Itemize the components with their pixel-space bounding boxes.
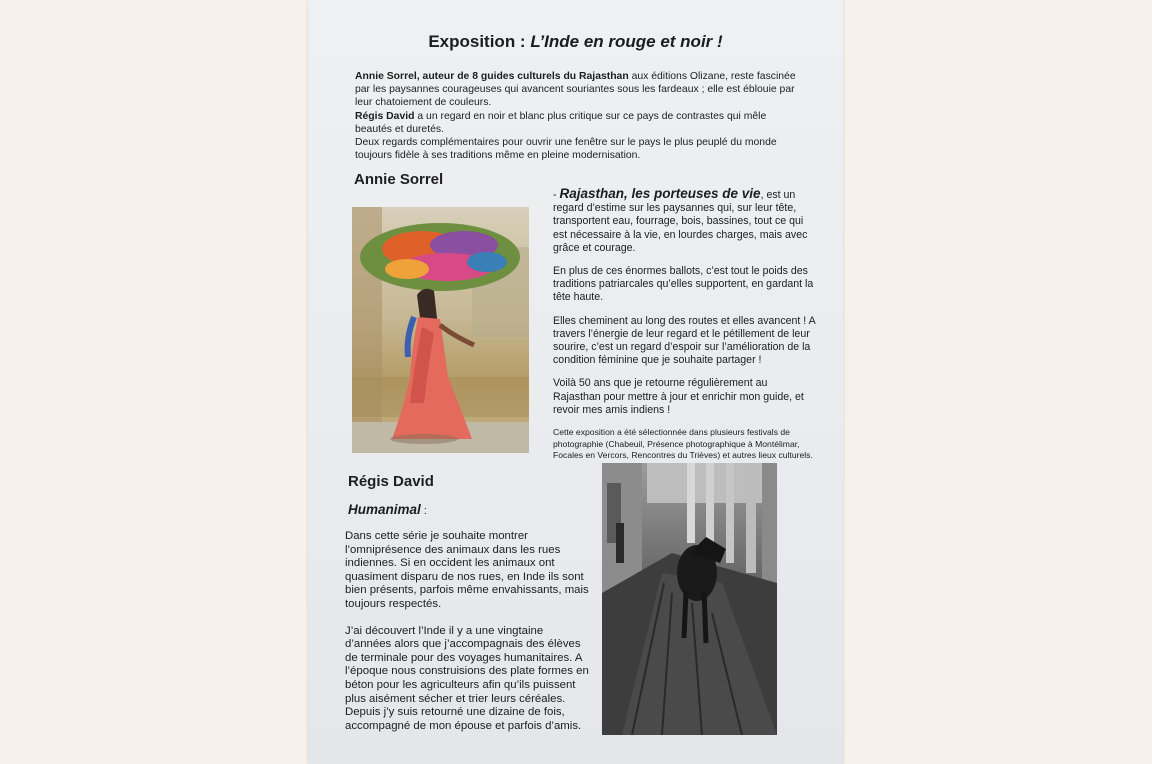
- intro-annie: [355, 70, 805, 110]
- intro-regis-bold: Régis David: [355, 110, 415, 122]
- regis-text: [345, 530, 590, 746]
- annie-dash: -: [553, 189, 560, 201]
- title-prefix: Exposition :: [428, 32, 531, 51]
- annie-p1: [553, 187, 816, 255]
- title-italic: L’Inde en rouge et noir !: [530, 32, 723, 51]
- annie-series-title: Rajasthan, les porteuses de vie: [559, 186, 761, 201]
- regis-heading: Régis David: [348, 473, 434, 490]
- annie-text: [553, 187, 816, 472]
- annie-p4: Voilà 50 ans que je retourne régulièrement au Rajasthan pour mettre à jour et enrichir mon guide, et revoir mes amis indiens !: [553, 377, 804, 416]
- annie-p1-text: , est un regard d’estime sur les paysannes qui, sur leur tête, transportent eau, fourrage, bois, bassines, tout ce qui est nécessaire à la vie, en lourdes charges, mais avec grâce et courage.: [553, 189, 808, 254]
- annie-p2: En plus de ces énormes ballots, c’est tout le poids des traditions patriarcales qu’elles supportent, en gardant la tête haute.: [553, 265, 814, 304]
- exhibition-poster: [308, 0, 843, 764]
- regis-photo: [602, 463, 777, 735]
- regis-series-line: [348, 501, 427, 519]
- regis-p1: Dans cette série je souhaite montrer l’omniprésence des animaux dans les rues indiennes. Si en occident les animaux ont quasiment disparu de nos rues, en Inde ils sont bien présents, parfois même envahissants, mais toujours respectés.: [345, 530, 589, 610]
- intro-text: [355, 70, 805, 162]
- intro-annie-text: aux éditions Olizane, reste fascinée par les paysannes courageuses qui avancent souriantes sous les fardeaux ; elle est éblouie par leur chatoiement de couleurs.: [355, 71, 796, 109]
- annie-note: Cette exposition a été sélectionnée dans plusieurs festivals de photographie (Chabeuil, Présence photographique à Montélimar, Focales en Vercors, Rencontres du Trièves) et autres lieux culturels.: [553, 427, 813, 461]
- annie-photo: [352, 207, 529, 453]
- intro-annie-bold: Annie Sorrel, auteur de 8 guides culturels du Rajasthan: [355, 71, 629, 82]
- regis-series-title: Humanimal: [348, 502, 421, 517]
- intro-regis-text: a un regard en noir et blanc plus critique sur ce pays de contrastes qui mêle beautés et duretés.: [355, 110, 767, 135]
- intro-closing: Deux regards complémentaires pour ouvrir une fenêtre sur le pays le plus peuplé du monde toujours fidèle à ses traditions même en pleine modernisation.: [355, 137, 777, 162]
- annie-p3: Elles cheminent au long des routes et elles avancent ! A travers l’énergie de leur regard et le pétillement de leur sourire, c’est un regard d’espoir sur l’amélioration de la condition féminine que je souhaite partager !: [553, 314, 816, 367]
- poster-title: [308, 32, 843, 52]
- intro-regis: [355, 110, 805, 136]
- regis-colon: :: [420, 505, 427, 517]
- annie-heading: Annie Sorrel: [354, 171, 444, 188]
- regis-p2: J’ai découvert l’Inde il y a une vingtaine d’années alors que j’accompagnais des élèves de terminale pour des voyages humanitaires. A l’époque nous construisions des plate formes en béton pour les agriculteurs afin qu’ils puissent plus aisément sécher et trier leurs céréales. Depuis j’y suis retourné une dizaine de fois, accompagné de mon épouse et parfois d’amis.: [345, 624, 589, 732]
